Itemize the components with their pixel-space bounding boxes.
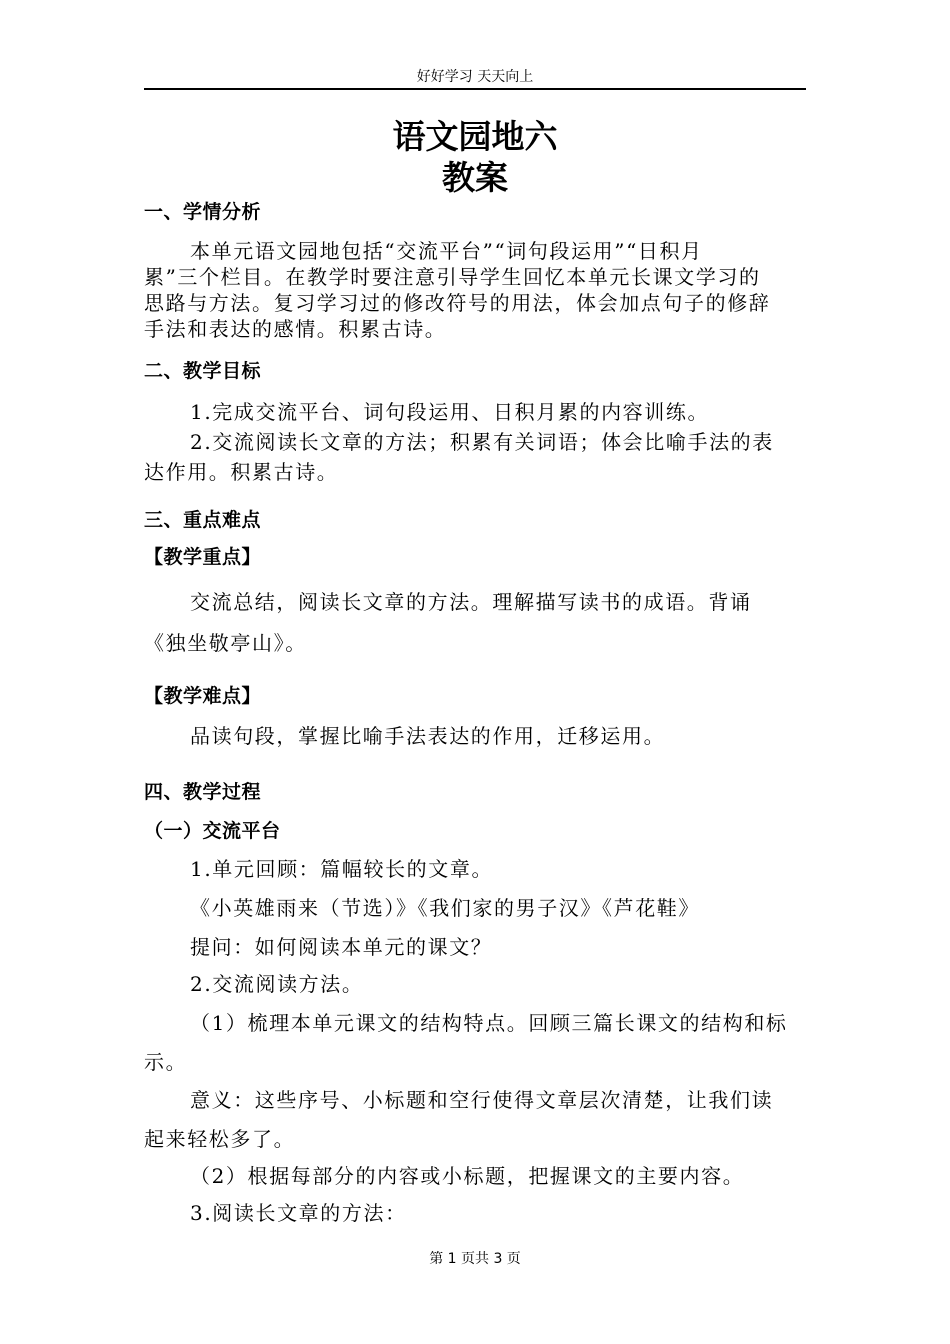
paragraph-line: （2）根据每部分的内容或小标题，把握课文的主要内容。 <box>190 1164 745 1188</box>
paragraph-line: 《小英雄雨来（节选）》《我们家的男子汉》《芦花鞋》 <box>190 896 700 920</box>
paragraph-line: 提问：如何阅读本单元的课文？ <box>190 935 493 959</box>
paragraph-line: 2.交流阅读长文章的方法；积累有关词语；体会比喻手法的表 <box>190 430 774 454</box>
paragraph-line: 2.交流阅读方法。 <box>190 972 364 996</box>
section-heading-2: 二、教学目标 <box>144 360 262 382</box>
paragraph-line: 本单元语文园地包括“交流平台”“词句段运用”“日积月 <box>190 239 703 263</box>
key-points-label: 【教学重点】 <box>144 546 262 568</box>
paragraph-line: 品读句段，掌握比喻手法表达的作用，迁移运用。 <box>190 724 666 748</box>
paragraph-line: 思路与方法。复习学习过的修改符号的用法，体会加点句子的修辞 <box>144 291 771 315</box>
subsection-heading: （一）交流平台 <box>144 820 281 842</box>
paragraph-line: 1.单元回顾：篇幅较长的文章。 <box>190 857 494 881</box>
header-rule <box>144 88 806 90</box>
doc-subtitle: 教案 <box>442 158 508 197</box>
paragraph-line: 累”三个栏目。在教学时要注意引导学生回忆本单元长课文学习的 <box>144 265 761 289</box>
section-heading-4: 四、教学过程 <box>144 781 262 803</box>
paragraph-line: （1）梳理本单元课文的结构特点。回顾三篇长课文的结构和标 <box>190 1011 788 1035</box>
paragraph-line: 1.完成交流平台、词句段运用、日积月累的内容训练。 <box>190 400 710 424</box>
paragraph-line: 示。 <box>144 1050 188 1074</box>
paragraph-line: 达作用。积累古诗。 <box>144 460 339 484</box>
paragraph-line: 3.阅读长文章的方法： <box>190 1201 407 1225</box>
paragraph-line: 《独坐敬亭山》。 <box>144 631 307 655</box>
doc-title: 语文园地六 <box>392 117 558 156</box>
paragraph-line: 交流总结，阅读长文章的方法。理解描写读书的成语。背诵 <box>190 590 752 614</box>
section-heading-1: 一、学情分析 <box>144 201 262 223</box>
difficult-points-label: 【教学难点】 <box>144 685 262 707</box>
paragraph-line: 起来轻松多了。 <box>144 1127 296 1151</box>
paragraph-line: 意义：这些序号、小标题和空行使得文章层次清楚，让我们读 <box>190 1088 774 1112</box>
paragraph-line: 手法和表达的感情。积累古诗。 <box>144 317 447 341</box>
page-footer: 第 1 页共 3 页 <box>429 1251 521 1267</box>
section-heading-3: 三、重点难点 <box>144 509 262 531</box>
page-header: 好好学习 天天向上 <box>416 69 534 85</box>
